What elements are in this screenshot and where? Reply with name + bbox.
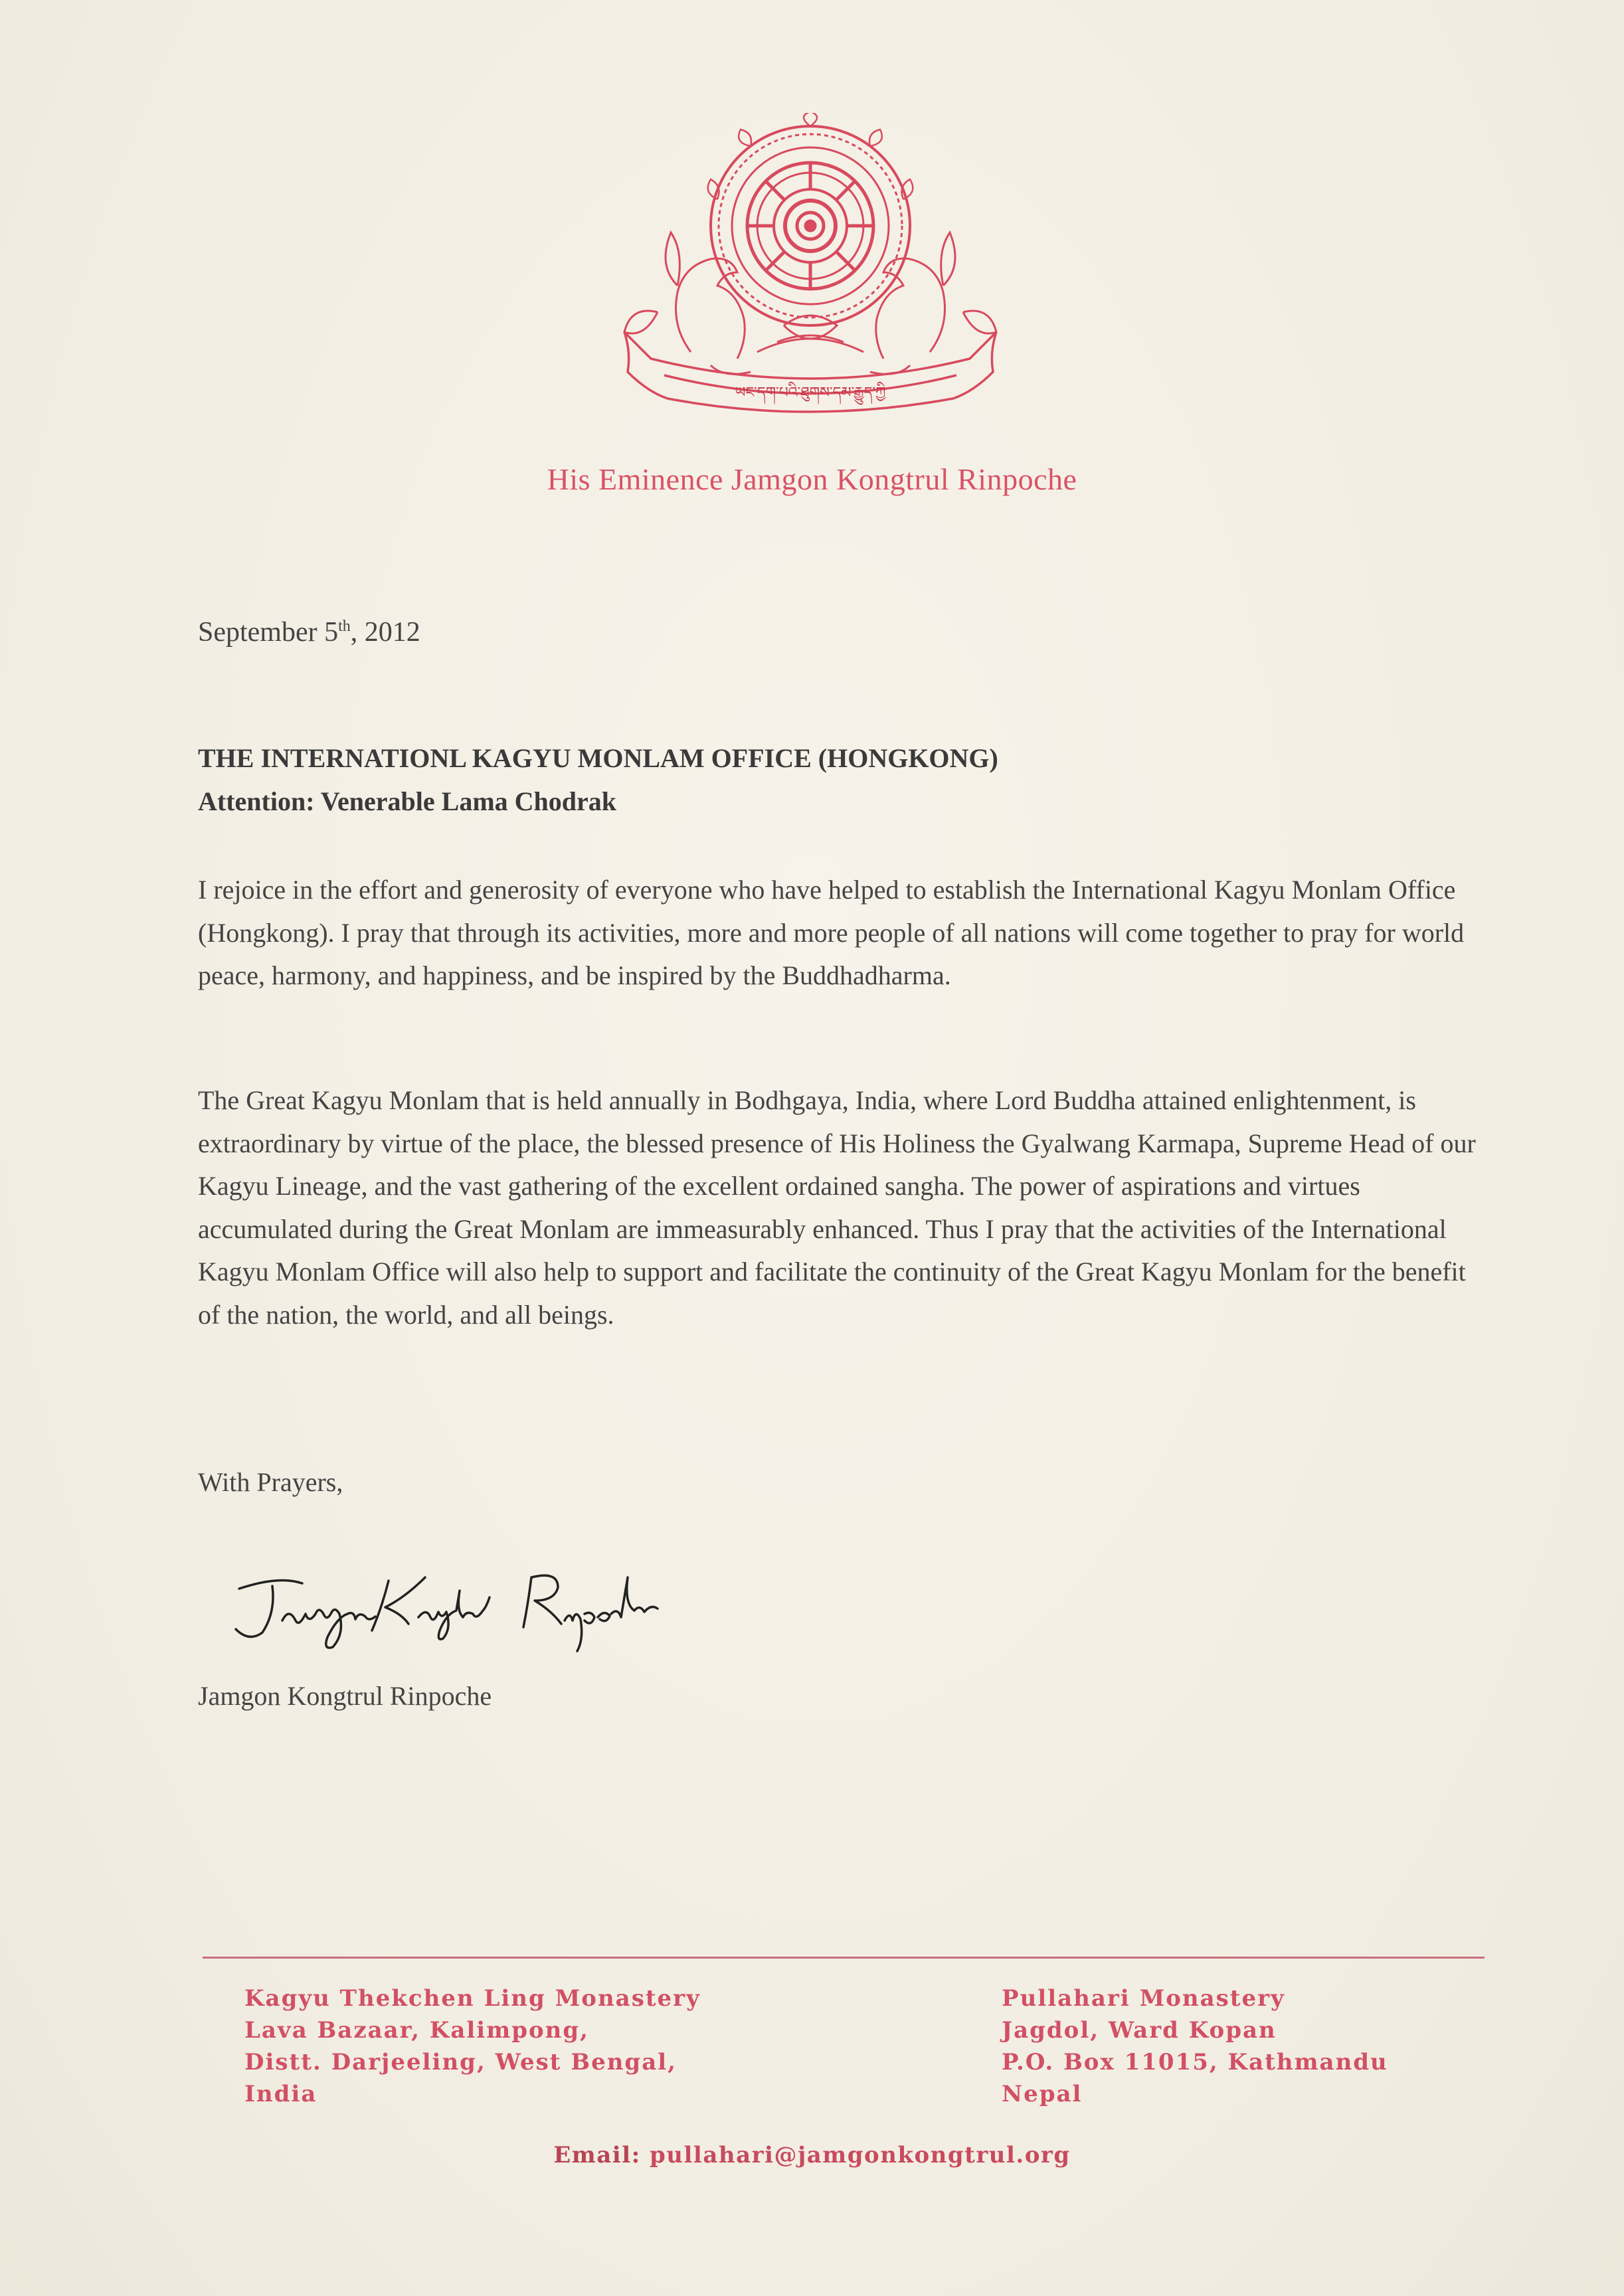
address-line: India — [244, 2081, 317, 2107]
address-line: Nepal — [1002, 2081, 1083, 2107]
address-line: Kagyu Thekchen Ling Monastery — [244, 1985, 701, 2012]
emblem-inscription: ཡང་དག་པའི་ཐུགས་དམ་རྒྱུད་ཀྱི — [735, 385, 886, 401]
letter-date — [198, 616, 420, 648]
address-line: Lava Bazaar, Kalimpong, — [244, 2017, 589, 2044]
signature-icon — [219, 1547, 697, 1654]
addressee-block — [198, 743, 998, 829]
printed-signatory-name: Jamgon Kongtrul Rinpoche — [198, 1681, 492, 1711]
footer-address-kalimpong — [244, 1983, 701, 2110]
footer-address-kathmandu — [1002, 1983, 1388, 2110]
address-line: Jagdol, Ward Kopan — [1002, 2017, 1277, 2044]
body-paragraph-2: The Great Kagyu Monlam that is held annually in Bodhgaya, India, where Lord Buddha attained enlightenment, is extraordinary by virtue of the place, the blessed presence of His Holiness the Gyalwang Karmapa, Supreme Head of our Kagyu Lineage, and the vast gathering of the excellent ordained sangha. The power of aspirations and virtues accumulated during the Great Monlam are immeasurably enhanced. Thus I pray that the activities of the International Kagyu Monlam Office will also help to support and facilitate the continuity of the Great Kagyu Monlam for the benefit of the nation, the world, and all beings. — [198, 1085, 1476, 1330]
address-line: Pullahari Monastery — [1002, 1985, 1285, 2012]
letterhead-name: His Eminence Jamgon Kongtrul Rinpoche — [547, 462, 1077, 496]
email-address[interactable]: pullahari@jamgonkongtrul.org — [650, 2142, 1071, 2168]
addressee-attention: Attention: Venerable Lama Chodrak — [198, 786, 617, 816]
emblem-logo — [585, 113, 1036, 425]
date-year: , 2012 — [350, 617, 420, 648]
closing-salutation: With Prayers, — [198, 1467, 343, 1497]
addressee-office: THE INTERNATIONL KAGYU MONLAM OFFICE (HONGKONG) — [198, 743, 998, 773]
date-month-day: September 5 — [198, 617, 339, 648]
date-ordinal-suffix: th — [338, 618, 351, 635]
email-label: Email: — [553, 2142, 641, 2168]
handwritten-signature — [219, 1547, 697, 1654]
dharma-wheel-emblem-icon — [585, 113, 1036, 425]
body-paragraph-1: I rejoice in the effort and generosity of everyone who have helped to establish the International Kagyu Monlam Office (Hongkong). I pray that through its activities, more and more people of all nations will come together to pray for world peace, harmony, and happiness, and be inspired by the Buddhadharma. — [198, 875, 1465, 990]
footer-email — [0, 2142, 1624, 2168]
address-line: Distt. Darjeeling, West Bengal, — [244, 2049, 677, 2075]
address-line: P.O. Box 11015, Kathmandu — [1002, 2049, 1388, 2075]
footer-divider — [203, 1957, 1485, 1959]
